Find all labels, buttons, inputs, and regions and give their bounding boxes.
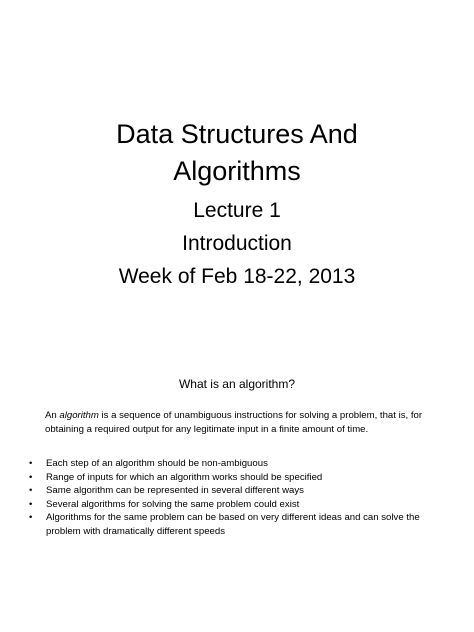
bullet-icon: • <box>29 471 33 483</box>
list-item <box>29 484 449 498</box>
bullet-icon: • <box>29 485 33 496</box>
algorithm-properties-list <box>29 457 449 538</box>
list-item-text: Algorithms for the same problem can be based on very different ideas and can solve the problem with dramatically different speeds <box>46 512 420 537</box>
list-item <box>29 457 449 471</box>
definition-prefix: An <box>45 410 60 421</box>
bullet-icon: • <box>29 498 33 510</box>
list-item-text: Several algorithms for solving the same problem could exist <box>46 498 300 510</box>
list-item-text: Range of inputs for which an algorithm works should be specified <box>46 471 323 483</box>
list-item <box>29 471 449 485</box>
section-heading: What is an algorithm? <box>178 377 296 391</box>
slide-title-line-2: Algorithms <box>173 156 301 186</box>
list-item-text: Same algorithm can be represented in several different ways <box>46 485 304 496</box>
bullet-icon: • <box>29 512 33 523</box>
algorithm-definition <box>45 409 445 437</box>
slide-title <box>0 116 474 190</box>
lecture-date: Week of Feb 18-22, 2013 <box>118 265 356 288</box>
definition-term: algorithm <box>59 410 99 421</box>
lecture-number: Lecture 1 <box>193 199 281 222</box>
lecture-topic: Introduction <box>182 232 292 255</box>
list-item <box>29 511 449 538</box>
definition-text: is a sequence of unambiguous instructions for solving a problem, that is, for obtaining a required output for any legitimate input in a finite amount of time. <box>45 410 423 435</box>
list-item <box>29 498 449 512</box>
list-item-text: Each step of an algorithm should be non-ambiguous <box>46 458 268 469</box>
bullet-icon: • <box>29 458 33 469</box>
slide-subtitle <box>0 194 474 293</box>
slide-title-line-1: Data Structures And <box>116 119 358 149</box>
